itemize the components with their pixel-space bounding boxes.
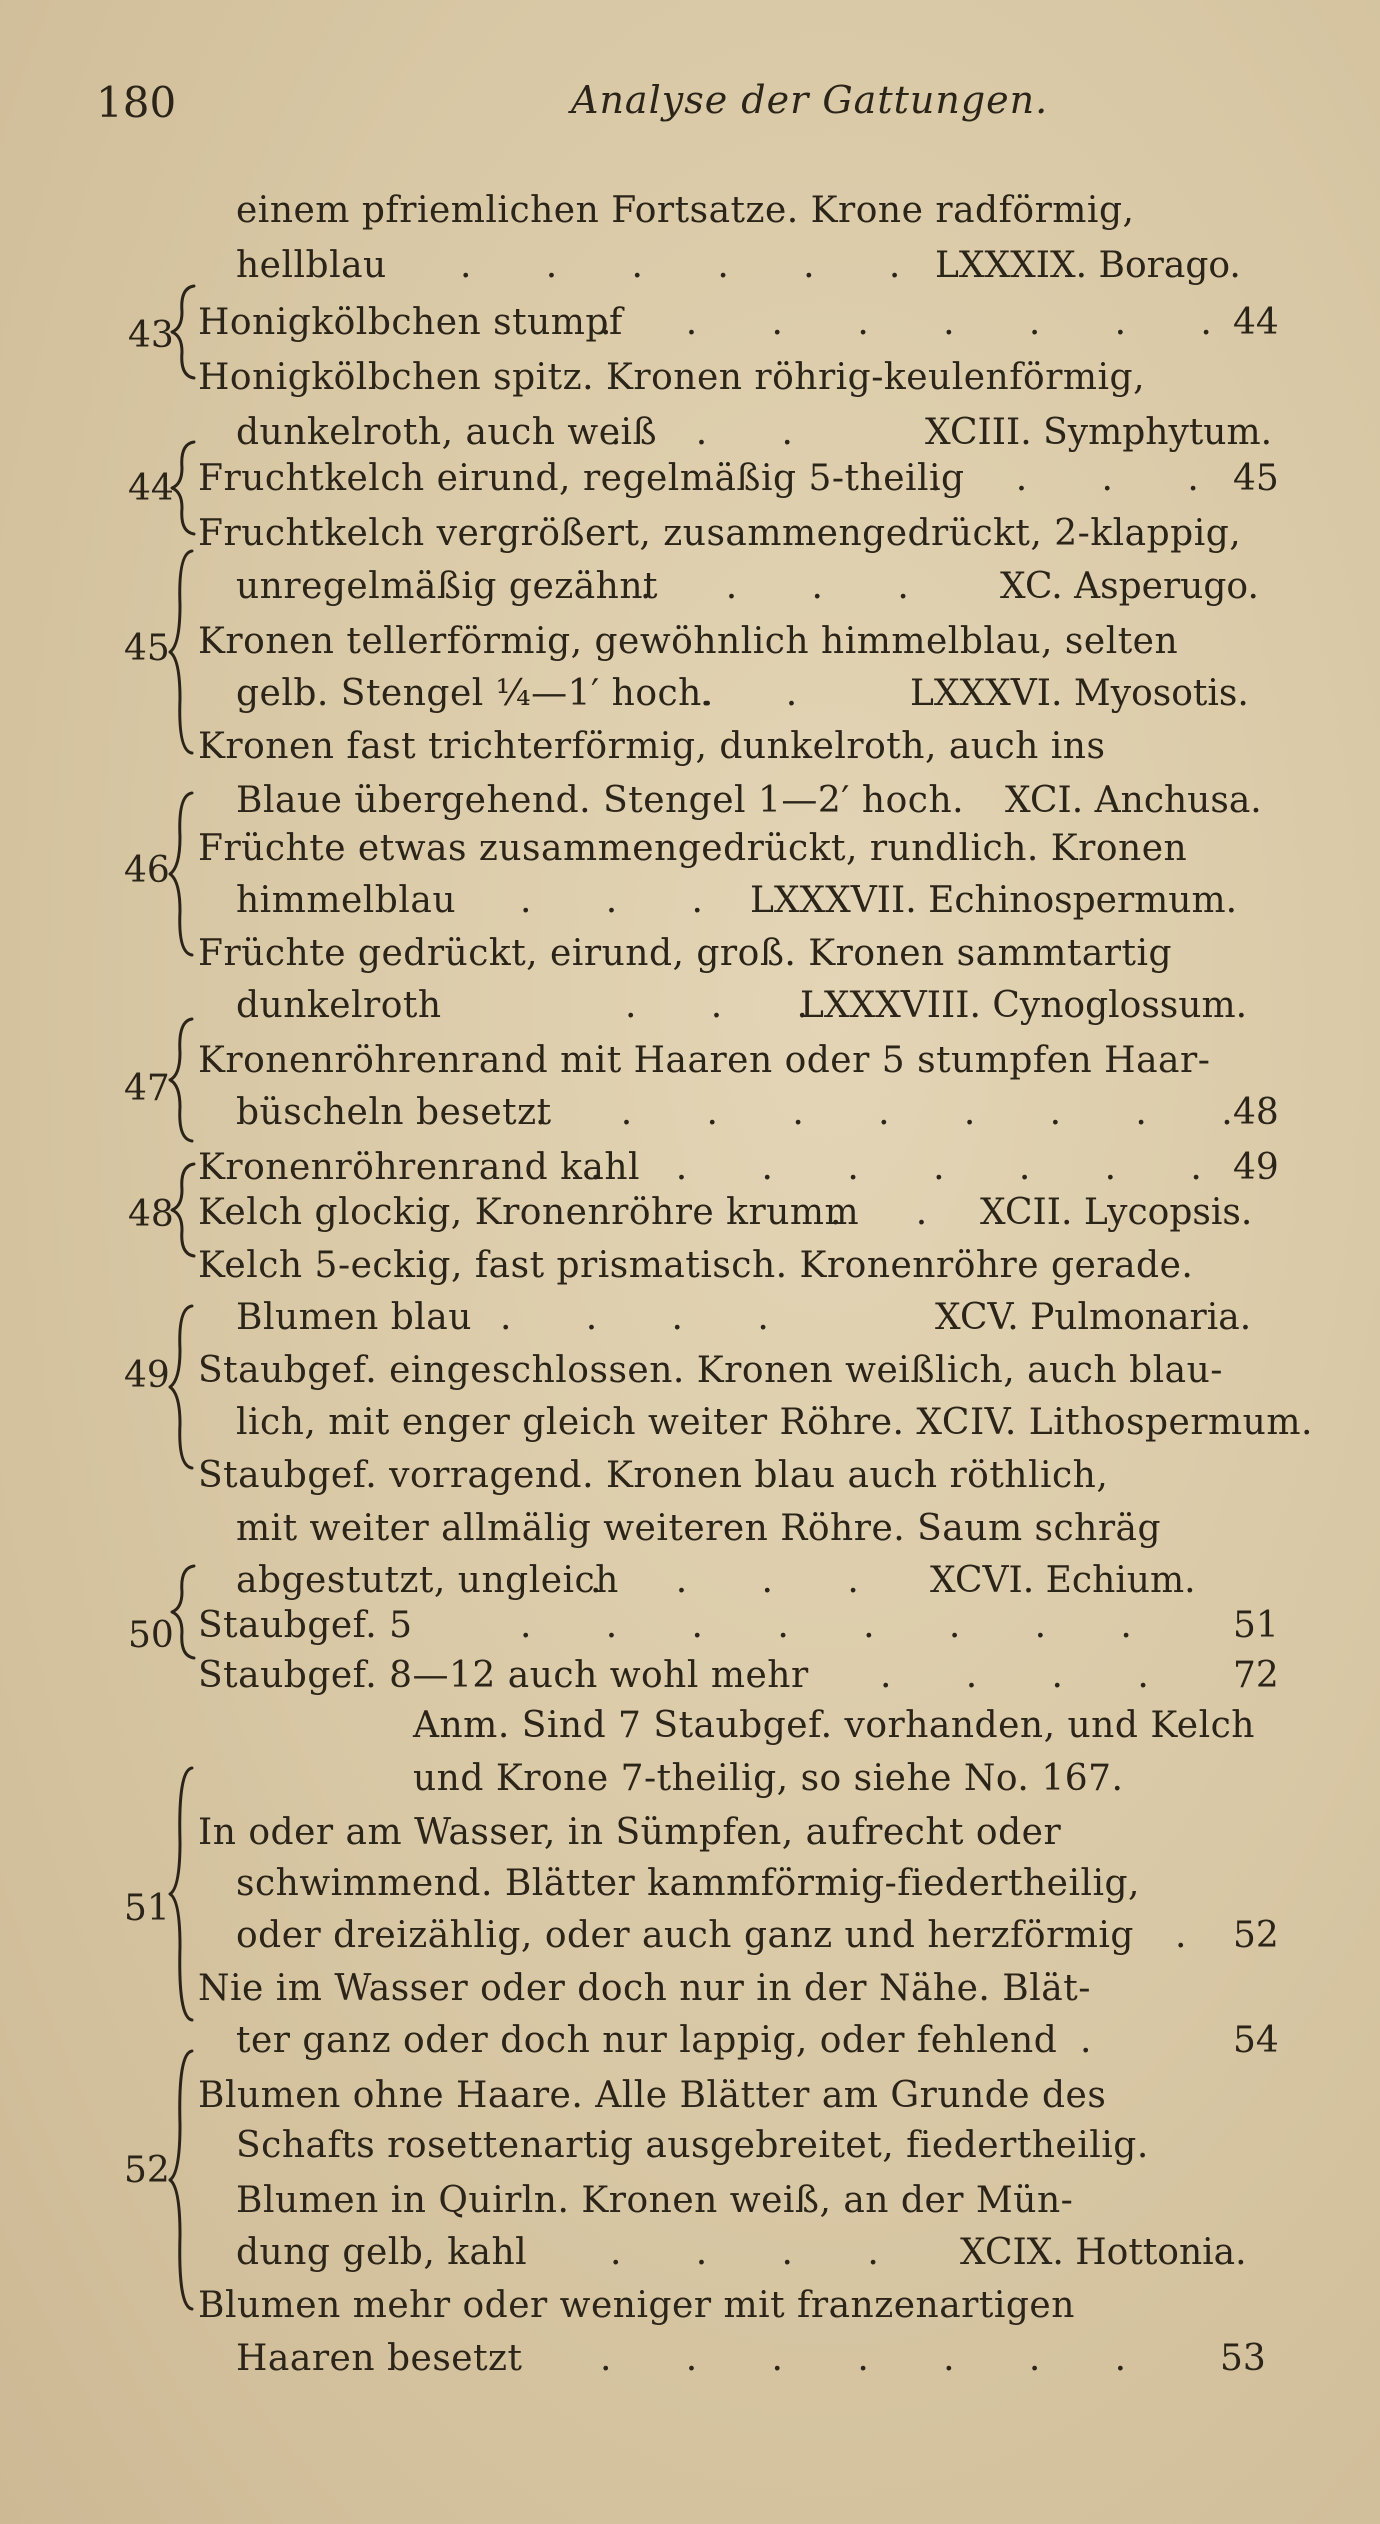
key-line-text: Staubgef. 5 (198, 1605, 413, 1646)
key-line-text: hellblau (236, 245, 387, 286)
key-line-text: unregelmäßig gezähnt (236, 566, 659, 607)
key-line-text: Nie im Wasser oder doch nur in der Nähe. Blät- (198, 1968, 1091, 2009)
key-line-text: dunkelroth, auch weiß (236, 412, 658, 453)
brace-43 (168, 282, 198, 382)
key-number: 43 (128, 315, 174, 356)
brace-47 (166, 1013, 196, 1148)
key-line-text: schwimmend. Blätter kammförmig-fiedertheilig, (236, 1863, 1140, 1904)
running-title: Analyse der Gattungen. (571, 78, 1049, 122)
page-number: 180 (96, 78, 177, 127)
key-number: 51 (124, 1888, 170, 1929)
key-line-text: himmelblau (236, 880, 456, 921)
brace-50 (168, 1562, 198, 1662)
key-line-text: Blumen mehr oder weniger mit franzenartigen (198, 2285, 1075, 2326)
key-number: 44 (128, 468, 174, 509)
key-line-text: Blumen in Quirln. Kronen weiß, an der Mün- (236, 2180, 1074, 2221)
key-line-text: und Krone 7-theilig, so siehe No. 167. (413, 1758, 1124, 1799)
key-line-text: Früchte etwas zusammengedrückt, rundlich. Kronen (198, 828, 1188, 869)
dot-leader: . . . . (930, 458, 1209, 499)
key-line-text: Schafts rosettenartig ausgebreitet, fiedertheilig. (236, 2125, 1149, 2166)
key-line-text: Kelch glockig, Kronenröhre krumm (198, 1192, 860, 1233)
dot-leader: . . . . . . (460, 245, 911, 286)
key-line-text: Haaren besetzt (236, 2338, 523, 2379)
key-line-text: Früchte gedrückt, eirund, groß. Kronen sammtartig (198, 933, 1173, 974)
dot-leader: . . . . (880, 1655, 1159, 1696)
brace-51 (166, 1762, 196, 2027)
dot-leader: . (1080, 2020, 1102, 2061)
key-number: 50 (128, 1615, 174, 1656)
key-line-text: Staubgef. 8—12 auch wohl mehr (198, 1655, 809, 1696)
key-reference: 53 (1220, 2338, 1266, 2379)
dot-leader: . . (700, 673, 808, 714)
key-number: 49 (124, 1355, 170, 1396)
dot-leader: . . . (625, 985, 818, 1026)
key-line-text: lich, mit enger gleich weiter Röhre. XCIV. Lithospermum. (236, 1402, 1313, 1443)
key-line-text: mit weiter allmälig weiteren Röhre. Saum schräg (236, 1508, 1162, 1549)
key-reference: 49 (1233, 1147, 1279, 1188)
key-reference: 45 (1233, 458, 1279, 499)
key-reference: XCIX. Hottonia. (960, 2232, 1247, 2273)
key-line-text: Kronen tellerförmig, gewöhnlich himmelblau, selten (198, 621, 1179, 662)
key-number: 47 (124, 1068, 170, 1109)
key-line-text: Kronen fast trichterförmig, dunkelroth, auch ins (198, 726, 1106, 767)
key-reference: 72 (1233, 1655, 1279, 1696)
key-line-text: abgestutzt, ungleich (236, 1560, 619, 1601)
dot-leader: . . . . (590, 1560, 869, 1601)
brace-48 (168, 1160, 198, 1260)
key-reference: 51 (1233, 1605, 1279, 1646)
dot-leader: . . . . (500, 1297, 779, 1338)
key-reference: XC. Asperugo. (1000, 566, 1259, 607)
key-number: 46 (124, 850, 170, 891)
key-line-text: einem pfriemlichen Fortsatze. Krone radförmig, (236, 190, 1135, 231)
key-line-text: ter ganz oder doch nur lappig, oder fehlend (236, 2020, 1058, 2061)
key-line-text: Honigkölbchen spitz. Kronen röhrig-keulenförmig, (198, 357, 1146, 398)
brace-44 (168, 438, 198, 538)
key-line-text: gelb. Stengel ¼—1′ hoch. (236, 673, 714, 714)
dot-leader: . . . . . . . . (520, 1605, 1142, 1646)
key-reference: XCVI. Echium. (930, 1560, 1196, 1601)
key-line-text: Kelch 5-eckig, fast prismatisch. Kronenröhre gerade. (198, 1245, 1194, 1286)
key-number: 48 (128, 1194, 174, 1235)
brace-52 (166, 2045, 196, 2315)
key-line-text: Kronenröhrenrand mit Haaren oder 5 stumpfen Haar- (198, 1040, 1211, 1081)
brace-45 (166, 545, 196, 760)
key-line-text: Staubgef. eingeschlossen. Kronen weißlich, auch blau- (198, 1350, 1223, 1391)
key-line-text: Staubgef. vorragend. Kronen blau auch röthlich, (198, 1455, 1109, 1496)
key-line-text: dung gelb, kahl (236, 2232, 528, 2273)
brace-46 (166, 787, 196, 962)
dot-leader: . (1175, 1915, 1197, 1956)
dot-leader: . . . (610, 412, 803, 453)
dot-leader: . . . . (640, 566, 919, 607)
dot-leader: . . . (520, 880, 713, 921)
key-line-text: büscheln besetzt (236, 1092, 552, 1133)
dot-leader: . . . . . . . . . (535, 1092, 1243, 1133)
dot-leader: . . (830, 1192, 938, 1233)
dot-leader: . . . . . . . . (590, 1147, 1212, 1188)
key-line-text: Fruchtkelch eirund, regelmäßig 5-theilig (198, 458, 965, 499)
key-reference: XCIII. Symphytum. (925, 412, 1273, 453)
key-reference: LXXXVI. Myosotis. (910, 673, 1249, 714)
key-line-text: oder dreizählig, oder auch ganz und herzförmig (236, 1915, 1134, 1956)
key-number: 45 (124, 628, 170, 669)
key-line-text: In oder am Wasser, in Sümpfen, aufrecht oder (198, 1812, 1062, 1853)
key-line-text: Blaue übergehend. Stengel 1—2′ hoch. (236, 780, 965, 821)
key-reference: LXXXVIII. Cynoglossum. (800, 985, 1248, 1026)
key-line-text: Anm. Sind 7 Staubgef. vorhanden, und Kelch (413, 1705, 1255, 1746)
key-reference: XCI. Anchusa. (1005, 780, 1262, 821)
key-line-text: Blumen blau (236, 1297, 472, 1338)
key-reference: XCII. Lycopsis. (980, 1192, 1253, 1233)
key-reference: 48 (1233, 1092, 1279, 1133)
dot-leader: . . . . (610, 2232, 889, 2273)
dot-leader: . . . . . . . (600, 2338, 1137, 2379)
key-reference: 52 (1233, 1915, 1279, 1956)
key-reference: LXXXIX. Borago. (935, 245, 1241, 286)
page-header (96, 78, 1296, 138)
key-reference: 44 (1233, 302, 1279, 343)
key-reference: 54 (1233, 2020, 1279, 2061)
key-line-text: dunkelroth (236, 985, 442, 1026)
key-number: 52 (124, 2150, 170, 2191)
brace-49 (166, 1300, 196, 1475)
key-line-text: Blumen ohne Haare. Alle Blätter am Grunde des (198, 2075, 1107, 2116)
key-reference: LXXXVII. Echinospermum. (750, 880, 1238, 921)
key-line-text: Fruchtkelch vergrößert, zusammengedrückt, 2-klappig, (198, 513, 1242, 554)
key-line-text: Honigkölbchen stumpf (198, 302, 623, 343)
key-line-text: Kronenröhrenrand kahl (198, 1147, 641, 1188)
dot-leader: . . . . . . . . (600, 302, 1222, 343)
key-reference: XCV. Pulmonaria. (935, 1297, 1252, 1338)
